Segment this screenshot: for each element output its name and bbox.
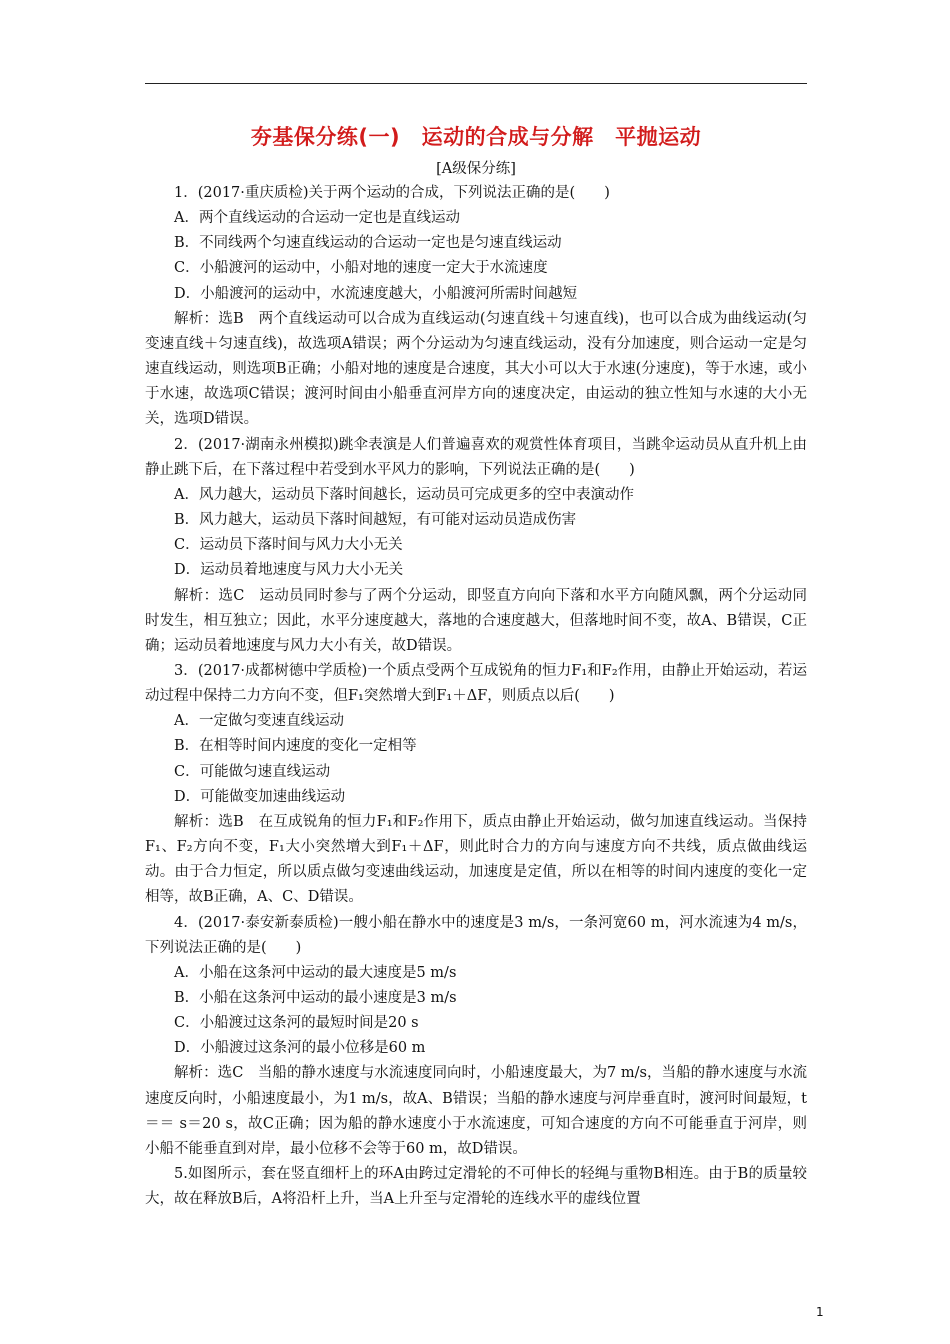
answer-analysis: 解析：选C 运动员同时参与了两个分运动，即竖直方向向下落和水平方向随风飘，两个分运动同时发生，相互独立；因此，水平分速度越大，落地的合速度越大，但落地时间不变，故A、B错误，C正确；运动员着地速度与风力大小有关，故D错误。: [145, 587, 807, 654]
answer-analysis: 解析：选C 当船的静水速度与水流速度同向时，小船速度最大，为7 m/s，当船的静水速度与水流速度反向时，小船速度最小，为1 m/s，故A、B错误；当船的静水速度与河岸垂直时，渡河时间最短，t＝＝ s＝20 s，故C正确；因为船的静水速度小于水流速度，可知合速度的方向不可能垂直于河岸，则小船不能垂直到对岸，最小位移不会等于60 m，故D错误。: [145, 1065, 807, 1157]
answer-analysis: 解析：选B 两个直线运动可以合成为直线运动(匀速直线＋匀速直线)，也可以合成为曲线运动(匀变速直线＋匀速直线)，故选项A错误；两个分运动为匀速直线运动，没有分加速度，则合运动一定是匀速直线运动，则选项B正确；小船对地的速度是合速度，其大小可以大于水速(分速度)，等于水速，或小于水速，故选项C错误；渡河时间由小船垂直河岸方向的速度决定，由运动的独立性知与水速的大小无关，选项D错误。: [145, 310, 807, 428]
question-option: C．可能做匀速直线运动: [174, 763, 331, 780]
question-option: B．在相等时间内速度的变化一定相等: [174, 738, 417, 755]
question-stem: 5.如图所示，套在竖直细杆上的环A由跨过定滑轮的不可伸长的轻绳与重物B相连。由于B的质量较大，故在释放B后，A将沿杆上升，当A上升至与定滑轮的连线水平的虚线位置: [145, 1166, 807, 1208]
page-number: 1: [816, 1305, 824, 1319]
document-body: [145, 181, 807, 1212]
question-option: C．小船渡河的运动中，小船对地的速度一定大于水流速度: [174, 260, 548, 277]
question-option: C．运动员下落时间与风力大小无关: [174, 537, 403, 554]
header-rule: [145, 83, 807, 84]
question-option: D．小船渡过这条河的最小位移是60 m: [174, 1040, 426, 1057]
answer-analysis: 解析：选B 在互成锐角的恒力F₁和F₂作用下，质点由静止开始运动，做匀加速直线运动。当保持F₁、F₂方向不变，F₁大小突然增大到F₁＋ΔF，则此时合力的方向与速度方向不共线，质点做曲线运动。由于合力恒定，所以质点做匀变速曲线运动，加速度是定值，所以在相等的时间内速度的变化一定相等，故B正确，A、C、D错误。: [145, 813, 807, 906]
question-option: B．风力越大，运动员下落时间越短，有可能对运动员造成伤害: [174, 512, 577, 529]
question-option: B．不同线两个匀速直线运动的合运动一定也是匀速直线运动: [174, 235, 562, 252]
question-option: D．运动员着地速度与风力大小无关: [174, 562, 404, 579]
question-option: A．风力越大，运动员下落时间越长，运动员可完成更多的空中表演动作: [174, 486, 634, 503]
question-option: A．两个直线运动的合运动一定也是直线运动: [174, 210, 460, 227]
question-option: D．小船渡河的运动中，水流速度越大，小船渡河所需时间越短: [174, 285, 578, 302]
question-stem: 2．(2017·湖南永州模拟)跳伞表演是人们普遍喜欢的观赏性体育项目，当跳伞运动员从直升机上由静止跳下后，在下落过程中若受到水平风力的影响，下列说法正确的是( ): [145, 436, 807, 478]
question-option: A．一定做匀变速直线运动: [174, 713, 344, 730]
question-stem: 4．(2017·泰安新泰质检)一艘小船在静水中的速度是3 m/s，一条河宽60 m，河水流速为4 m/s，下列说法正确的是( ): [145, 914, 807, 956]
question-option: B．小船在这条河中运动的最小速度是3 m/s: [174, 990, 457, 1006]
level-label: [A级保分练]: [436, 161, 516, 177]
question-stem: 3．(2017·成都树德中学质检)一个质点受两个互成锐角的恒力F₁和F₂作用，由静止开始运动，若运动过程中保持二力方向不变，但F₁突然增大到F₁＋ΔF，则质点以后( ): [145, 662, 807, 705]
page-title: 夯基保分练(一) 运动的合成与分解 平抛运动: [250, 125, 702, 149]
question-option: D．可能做变加速曲线运动: [174, 788, 346, 805]
question-option: A．小船在这条河中运动的最大速度是5 m/s: [174, 964, 457, 981]
question-stem: 1．(2017·重庆质检)关于两个运动的合成，下列说法正确的是( ): [174, 185, 610, 201]
question-option: C．小船渡过这条河的最短时间是20 s: [174, 1015, 419, 1032]
